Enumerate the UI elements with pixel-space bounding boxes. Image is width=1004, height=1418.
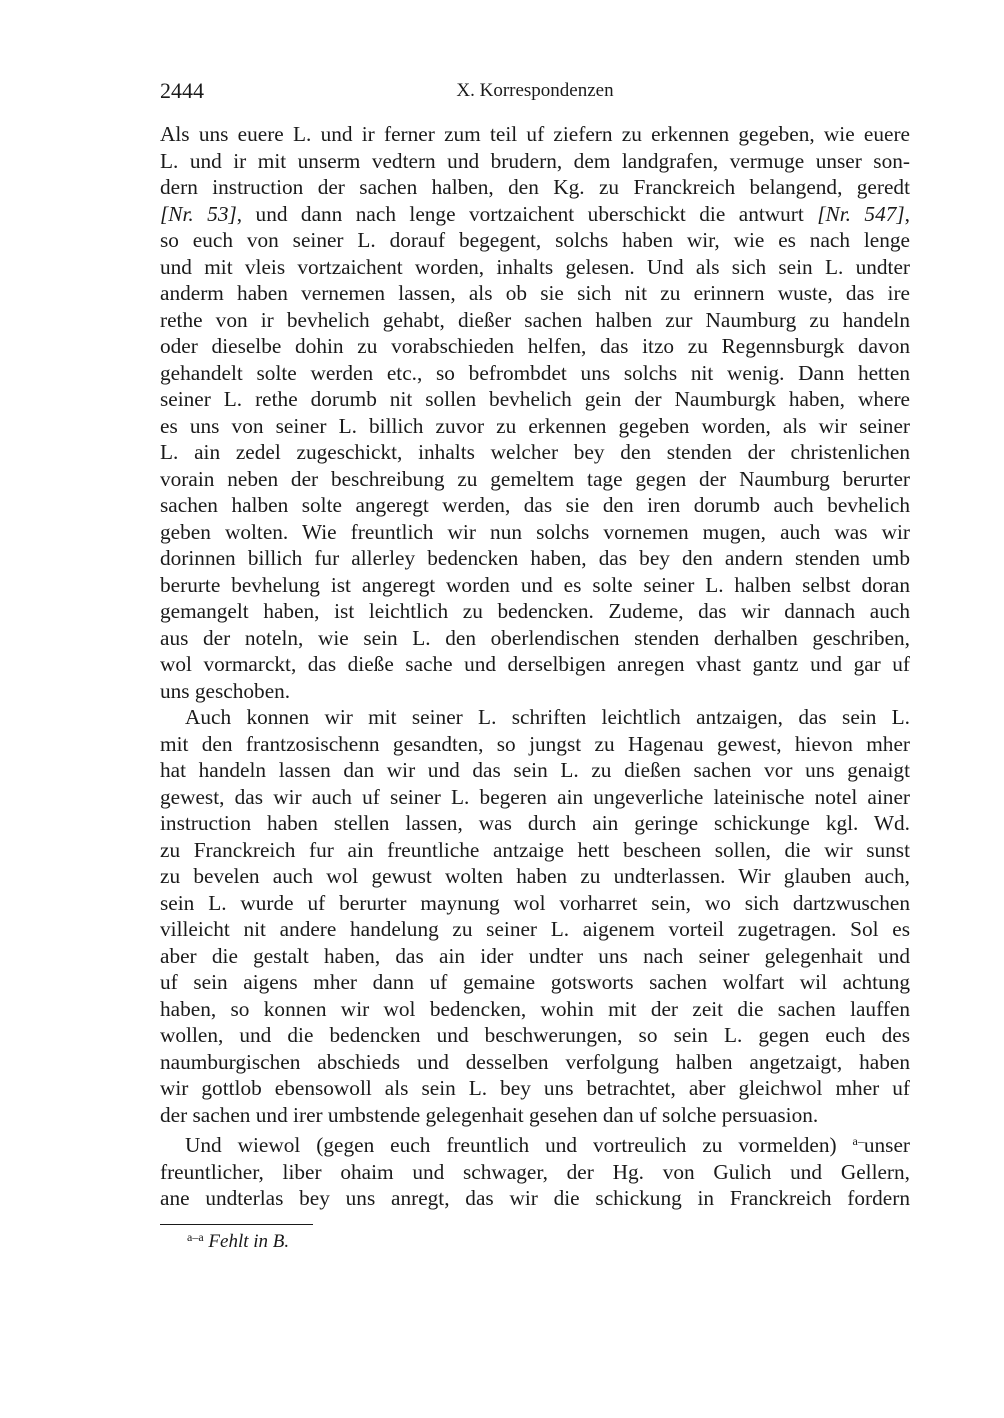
text-line: Als uns euere L. und ir ferner zum teil uf ziefern zu erkennen gegeben, wie euere xyxy=(160,122,910,146)
running-head: X. Korrespondenzen xyxy=(456,80,614,101)
footnote-divider xyxy=(160,1224,313,1225)
text-line: Und wiewol (gegen euch freuntlich und vortreulich zu vormelden) $^{a-}$unser xyxy=(185,1133,910,1157)
footnote-text: Fehlt in B. xyxy=(208,1231,290,1252)
text-line: vorain neben der beschreibung zu gemeltem tage gegen der Naumburg berurter xyxy=(160,466,910,491)
text-line: [Nr. 53], und dann nach lenge vortzaichent uberschickt die antwurt [Nr. 547], xyxy=(160,201,910,226)
text-line: freuntlicher, liber ohaim und schwager, der Hg. von Gulich und Gellern, xyxy=(160,1159,910,1184)
text-line: Auch konnen wir mit seiner L. schriften leichtlich antzaigen, das sein L. xyxy=(185,705,910,729)
text-line: zu bevelen auch wol gewust wolten haben zu undterlassen. Wir glauben auch, xyxy=(160,864,910,888)
text-line: aus der noteln, wie sein L. den oberlendischen stenden derhalben geschriben, xyxy=(160,625,910,650)
text-line: villeicht nit andere handelung zu seiner L. aigenem vorteil zugetragen. Sol es xyxy=(160,917,910,941)
text-line: dorinnen billich fur allerley bedencken haben, das bey den andern stenden umb xyxy=(160,546,910,570)
text-line: geben wolten. Wie freuntlich wir nun solchs vornemen mugen, auch was wir xyxy=(160,519,910,544)
text-line: rethe von ir bevhelich gehabt, dießer sachen halben zur Naumburg zu handeln xyxy=(160,307,910,332)
footnote-marker: a– xyxy=(852,1134,864,1148)
text-line: anderm haben vernemen lassen, als ob sie sich nit zu erinnern wuste, das ire xyxy=(160,281,910,305)
text-line: gemangelt haben, ist leichtlich zu bedencken. Zudeme, das wir dannach auch xyxy=(160,599,910,623)
text-line: und mit vleis vortzaichent worden, inhalts gelesen. Und als sich sein L. undter xyxy=(160,254,910,279)
text-line: L. ain zedel zugeschickt, inhalts welcher bey den stenden der christenlichen xyxy=(160,440,910,464)
text-line: uns geschoben. xyxy=(160,678,291,703)
text-line: oder dieselbe dohin zu vorabschieden helfen, das itzo zu Regennsburgk davon xyxy=(160,334,910,358)
footnote xyxy=(187,1230,289,1253)
text-line: dern instruction der sachen halben, den Kg. zu Franckreich belangend, geredt xyxy=(160,175,910,199)
text-line: ane undterlas bey uns anregt, das wir die schickung in Franckreich fordern xyxy=(160,1186,910,1210)
text-line: seiner L. rethe dorumb nit sollen bevhelich gein der Naumburgk haben, where xyxy=(160,387,910,411)
reference-nr-547: [Nr. 547] xyxy=(817,201,905,226)
footnote-marker: a–a xyxy=(187,1230,204,1244)
text-line: mit den frantzosischenn gesandten, so jungst zu Hagenau gewest, hievon mher xyxy=(160,731,910,756)
text-line: haben, so konnen wir wol bedencken, wohin mit der zeit die sachen lauffen xyxy=(160,996,910,1021)
reference-nr-53: [Nr. 53] xyxy=(160,201,237,226)
text-line: gewest, das wir auch uf seiner L. begeren ain ungeverliche lateinische notel ainer xyxy=(160,784,910,809)
text-line: zu Franckreich fur ain freuntliche antzaige hett bescheen sollen, die wir sunst xyxy=(160,837,910,862)
body-text xyxy=(160,121,910,1212)
text-line: hat handeln lassen dan wir und das sein L. zu dießen sachen vor uns genaigt xyxy=(160,758,910,782)
text-line: gehandelt solte werden etc., so befrombdet uns solchs nit wenig. Dann hetten xyxy=(160,360,910,385)
page-number: 2444 xyxy=(160,78,204,103)
text-line: L. und ir mit unserm vedtern und brudern, dem landgrafen, vermuge unser son- xyxy=(160,148,910,173)
text-line: sein L. wurde uf berurter maynung wol vorharret sein, wo sich dartzwuschen xyxy=(160,890,910,915)
text-line: sachen halben solte angeregt werden, das sie den iren dorumb auch bevhelich xyxy=(160,493,910,517)
text-line: instruction haben stellen lassen, was durch ain geringe schickunge kgl. Wd. xyxy=(160,811,910,835)
text-line: naumburgischen abschieds und desselben verfolgung halben angetzaigt, haben xyxy=(160,1049,910,1074)
text-line: es uns von seiner L. billich zuvor zu erkennen gegeben worden, als wir seiner xyxy=(160,413,910,438)
text-line: wollen, und die bedencken und beschwerungen, so sein L. gegen euch des xyxy=(160,1023,910,1047)
text-line: wol vormarckt, das dieße sache und derselbigen anregen vhast gantz und gar uf xyxy=(160,652,910,676)
text-line: wir gottlob ebensowoll als sein L. bey uns betrachtet, aber gleichwol mher uf xyxy=(160,1076,910,1100)
page-header xyxy=(160,78,910,108)
text-line: der sachen und irer umbstende gelegenhait gesehen dan uf solche persuasion. xyxy=(160,1102,819,1127)
text-line: so euch von seiner L. dorauf begegent, solchs haben wir, wie es nach lenge xyxy=(160,228,910,252)
text-line: aber die gestalt haben, das ain ider undter uns nach seiner gelegenhait und xyxy=(160,943,910,968)
text-line: berurte bevhelung ist angeregt worden und es solte seiner L. halben selbst doran xyxy=(160,572,910,597)
text-line: uf sein aigens mher dann uf gemaine gotsworts sachen wolfart wil achtung xyxy=(160,970,910,994)
